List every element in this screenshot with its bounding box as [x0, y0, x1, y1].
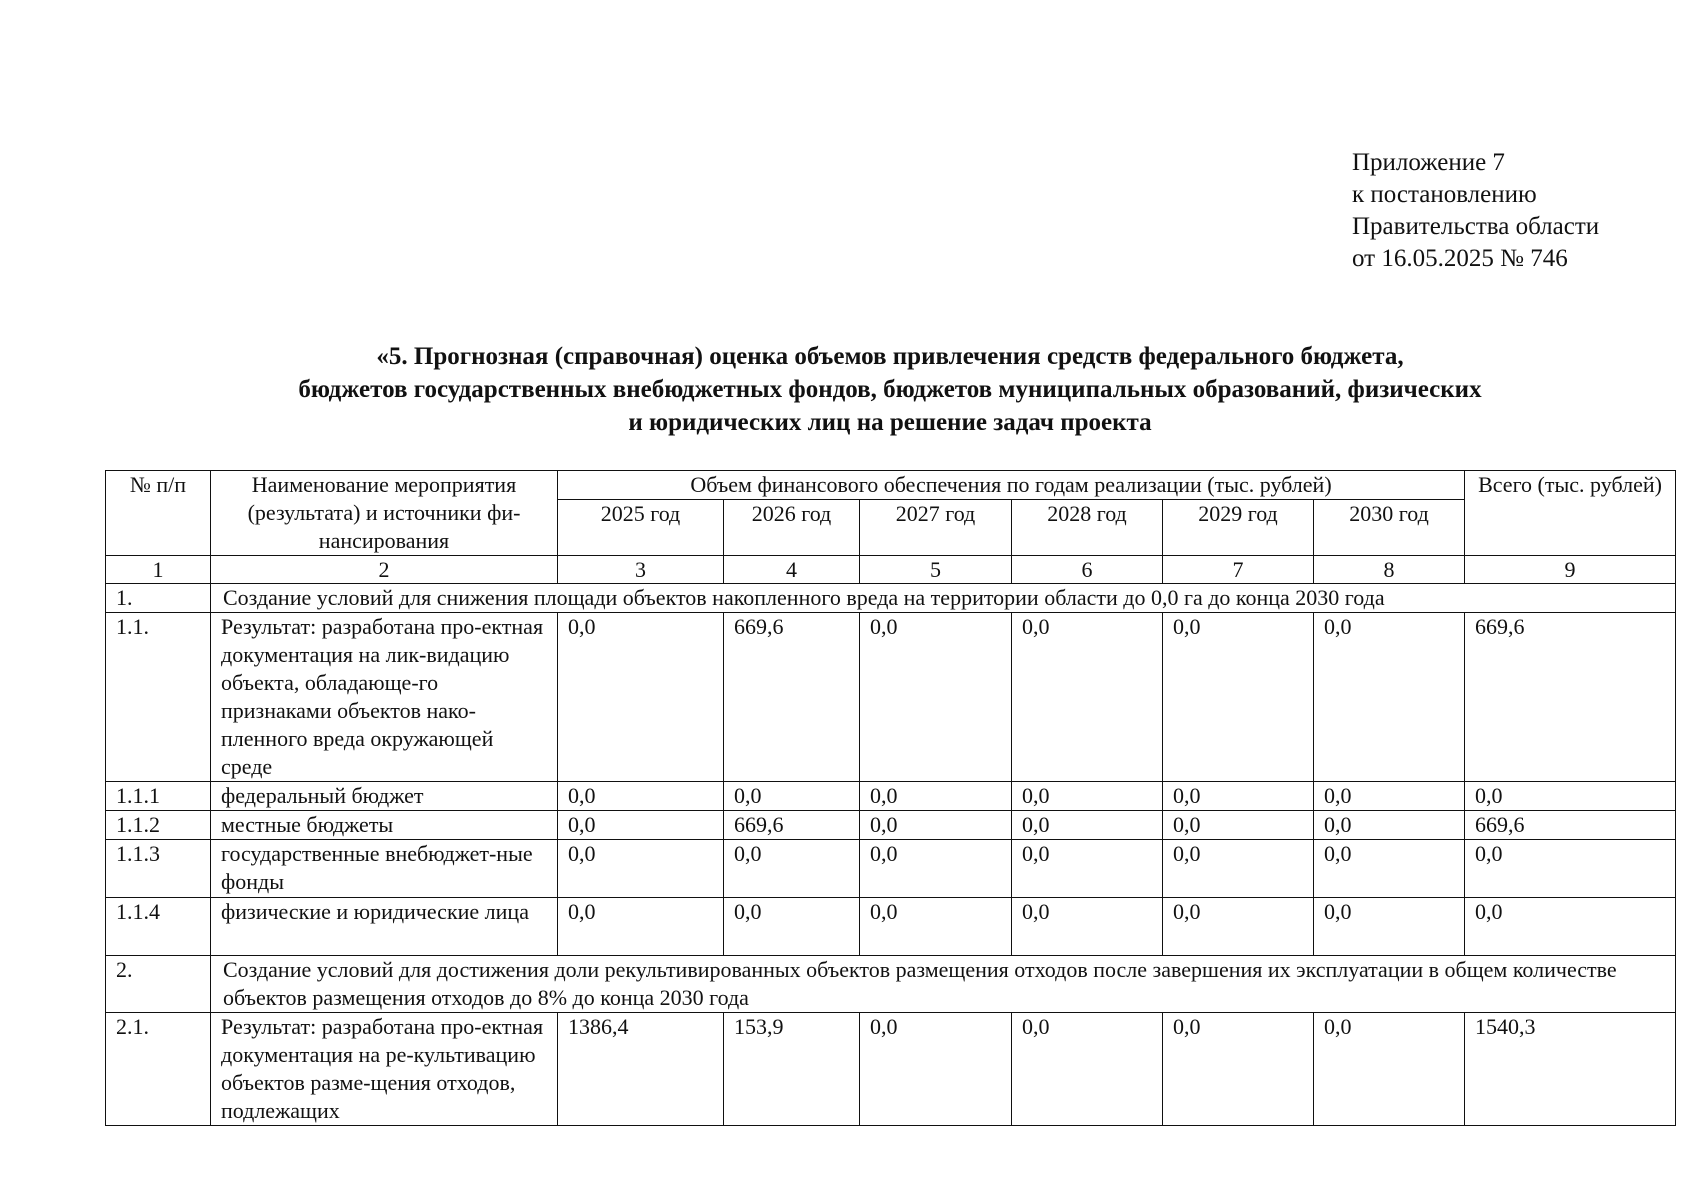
table-row	[106, 840, 1676, 898]
title-line: «5. Прогнозная (справочная) оценка объемов привлечения средств федерального бюджета,	[376, 343, 1404, 370]
column-number: 8	[1314, 556, 1465, 584]
column-number: 7	[1163, 556, 1314, 584]
value-cell: 0,0	[860, 898, 1012, 956]
value-cell: 0,0	[558, 613, 724, 782]
header-year: 2029 год	[1163, 500, 1314, 556]
row-number: 1.1.3	[106, 840, 211, 898]
value-cell: 0,0	[1314, 898, 1465, 956]
column-number: 6	[1012, 556, 1163, 584]
value-cell: 0,0	[860, 1013, 1012, 1126]
task-row	[106, 956, 1676, 1013]
row-number: 2.	[106, 956, 211, 1013]
value-cell: 669,6	[724, 613, 860, 782]
total-cell: 669,6	[1465, 613, 1676, 782]
total-cell: 0,0	[1465, 898, 1676, 956]
column-number: 3	[558, 556, 724, 584]
row-name: государственные внебюджет-ные фонды	[211, 840, 558, 898]
total-cell: 0,0	[1465, 840, 1676, 898]
value-cell: 0,0	[1314, 840, 1465, 898]
value-cell: 0,0	[1163, 840, 1314, 898]
header-row	[106, 471, 1676, 500]
column-number: 9	[1465, 556, 1676, 584]
total-cell: 0,0	[1465, 782, 1676, 811]
value-cell: 0,0	[558, 782, 724, 811]
row-number: 1.	[106, 584, 211, 613]
table-row	[106, 613, 1676, 782]
header-num: № п/п	[106, 471, 211, 556]
row-name: местные бюджеты	[211, 811, 558, 840]
row-number: 1.1.	[106, 613, 211, 782]
row-name: Результат: разработана про-ектная документация на лик-видацию объекта, обладающе-го признаками объектов нако-пленного вреда окружающей среде	[211, 613, 558, 782]
value-cell: 0,0	[860, 782, 1012, 811]
task-description: Создание условий для достижения доли рекультивированных объектов размещения отходов после завершения их эксплуатации в общем количестве объектов размещения отходов до 8% до конца 2030 года	[211, 956, 1676, 1013]
header-year: 2026 год	[724, 500, 860, 556]
document-title	[180, 340, 1600, 439]
value-cell: 153,9	[724, 1013, 860, 1126]
appendix-block	[1352, 147, 1599, 275]
value-cell: 0,0	[1163, 811, 1314, 840]
value-cell: 0,0	[1012, 840, 1163, 898]
value-cell: 0,0	[724, 898, 860, 956]
task-row	[106, 584, 1676, 613]
value-cell: 0,0	[558, 840, 724, 898]
column-number: 5	[860, 556, 1012, 584]
total-cell: 1540,3	[1465, 1013, 1676, 1126]
header-name: Наименование мероприятия (результата) и источники фи-нансирования	[211, 471, 558, 556]
value-cell: 0,0	[1163, 1013, 1314, 1126]
value-cell: 0,0	[1012, 782, 1163, 811]
column-number: 2	[211, 556, 558, 584]
header-year: 2025 год	[558, 500, 724, 556]
appendix-line: от 16.05.2025 № 746	[1352, 245, 1568, 272]
value-cell: 0,0	[724, 782, 860, 811]
value-cell: 0,0	[1012, 811, 1163, 840]
table-row	[106, 782, 1676, 811]
appendix-line: Правительства области	[1352, 213, 1600, 240]
title-line: бюджетов государственных внебюджетных фондов, бюджетов муниципальных образований, физических	[298, 376, 1482, 403]
value-cell: 0,0	[1314, 782, 1465, 811]
table-row	[106, 1013, 1676, 1126]
column-number: 1	[106, 556, 211, 584]
value-cell: 0,0	[1163, 782, 1314, 811]
value-cell: 0,0	[1163, 898, 1314, 956]
value-cell: 0,0	[1163, 613, 1314, 782]
value-cell: 0,0	[558, 811, 724, 840]
value-cell: 1386,4	[558, 1013, 724, 1126]
value-cell: 0,0	[1012, 1013, 1163, 1126]
row-number: 1.1.4	[106, 898, 211, 956]
funding-table	[105, 470, 1676, 1126]
row-name: физические и юридические лица	[211, 898, 558, 956]
task-description: Создание условий для снижения площади объектов накопленного вреда на территории области до 0,0 га до конца 2030 года	[211, 584, 1676, 613]
value-cell: 0,0	[1314, 613, 1465, 782]
header-funding: Объем финансового обеспечения по годам реализации (тыс. рублей)	[558, 471, 1465, 500]
table-row	[106, 811, 1676, 840]
appendix-line: Приложение 7	[1352, 149, 1505, 176]
value-cell: 0,0	[860, 613, 1012, 782]
value-cell: 0,0	[1314, 1013, 1465, 1126]
value-cell: 0,0	[860, 840, 1012, 898]
value-cell: 0,0	[1314, 811, 1465, 840]
header-year: 2028 год	[1012, 500, 1163, 556]
table-row	[106, 898, 1676, 956]
column-numbers-row	[106, 556, 1676, 584]
row-number: 1.1.1	[106, 782, 211, 811]
appendix-line: к постановлению	[1352, 181, 1537, 208]
value-cell: 669,6	[724, 811, 860, 840]
row-name: Результат: разработана про-ектная документация на ре-культивацию объектов разме-щения отходов, подлежащих	[211, 1013, 558, 1126]
value-cell: 0,0	[558, 898, 724, 956]
title-line: и юридических лиц на решение задач проекта	[628, 409, 1152, 436]
total-cell: 669,6	[1465, 811, 1676, 840]
header-year: 2027 год	[860, 500, 1012, 556]
value-cell: 0,0	[724, 840, 860, 898]
value-cell: 0,0	[1012, 613, 1163, 782]
row-name: федеральный бюджет	[211, 782, 558, 811]
value-cell: 0,0	[1012, 898, 1163, 956]
header-year: 2030 год	[1314, 500, 1465, 556]
column-number: 4	[724, 556, 860, 584]
row-number: 2.1.	[106, 1013, 211, 1126]
row-number: 1.1.2	[106, 811, 211, 840]
value-cell: 0,0	[860, 811, 1012, 840]
header-total: Всего (тыс. рублей)	[1465, 471, 1676, 556]
